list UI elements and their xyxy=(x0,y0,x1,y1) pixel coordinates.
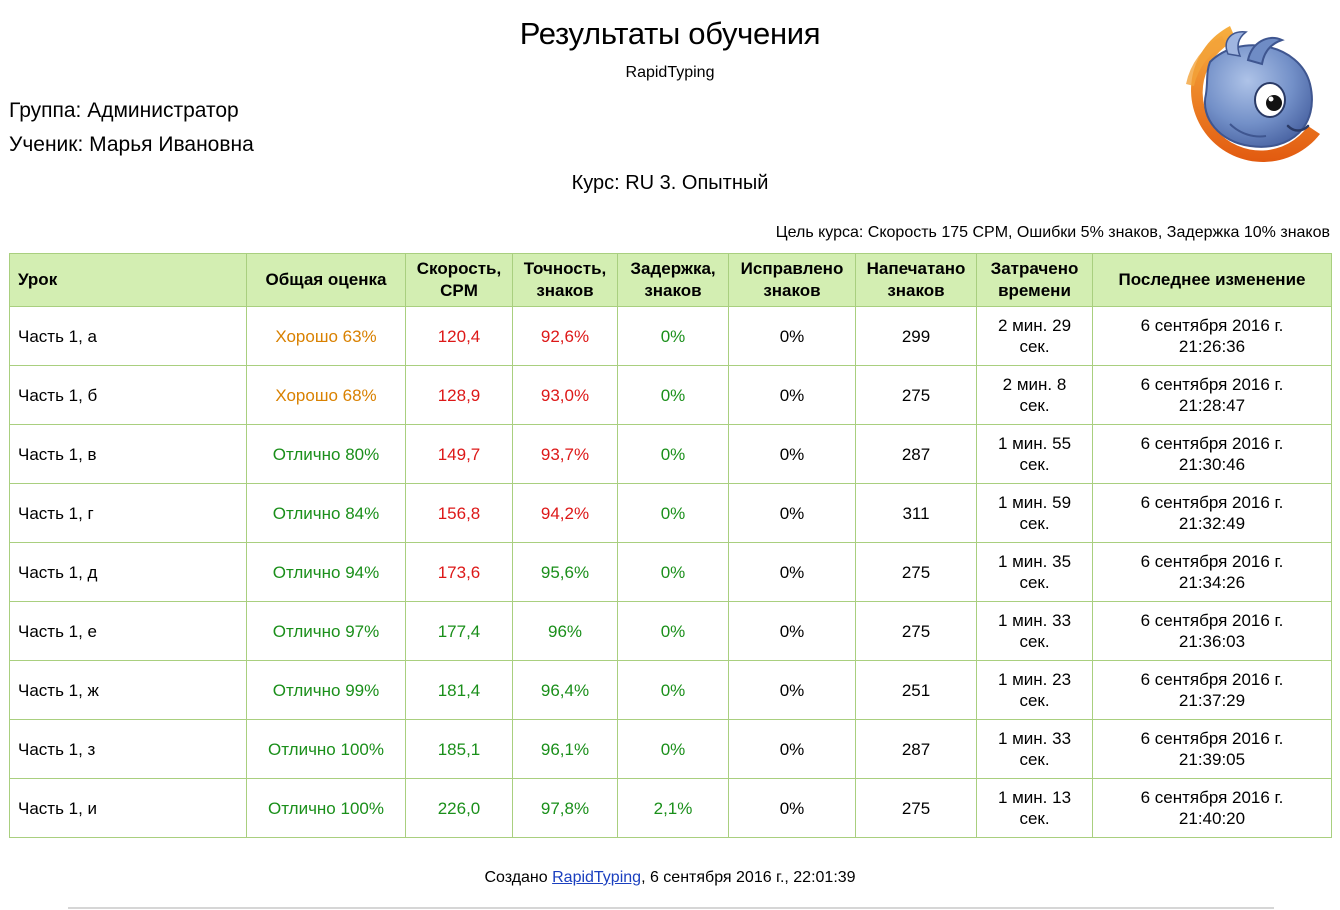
cell-speed: 128,9 xyxy=(406,366,513,425)
cell-lesson: Часть 1, е xyxy=(10,602,247,661)
col-header-time[interactable]: Затрачено времени xyxy=(977,254,1093,307)
cell-accuracy: 92,6% xyxy=(513,307,618,366)
cell-speed: 185,1 xyxy=(406,720,513,779)
cell-time: 1 мин. 59 сек. xyxy=(977,484,1093,543)
col-header-corrected[interactable]: Исправлено знаков xyxy=(729,254,856,307)
cell-accuracy: 96,1% xyxy=(513,720,618,779)
cell-typed: 287 xyxy=(856,720,977,779)
cell-modified: 6 сентября 2016 г. 21:37:29 xyxy=(1093,661,1332,720)
cell-modified: 6 сентября 2016 г. 21:28:47 xyxy=(1093,366,1332,425)
col-header-grade[interactable]: Общая оценка xyxy=(247,254,406,307)
cell-typed: 275 xyxy=(856,602,977,661)
cell-grade: Хорошо 68% xyxy=(247,366,406,425)
cell-corrected: 0% xyxy=(729,307,856,366)
cell-typed: 299 xyxy=(856,307,977,366)
cell-lesson: Часть 1, и xyxy=(10,779,247,838)
cell-accuracy: 97,8% xyxy=(513,779,618,838)
cell-corrected: 0% xyxy=(729,366,856,425)
cell-grade: Отлично 94% xyxy=(247,543,406,602)
table-row xyxy=(10,484,1332,543)
cell-speed: 181,4 xyxy=(406,661,513,720)
cell-grade: Отлично 100% xyxy=(247,720,406,779)
cell-typed: 287 xyxy=(856,425,977,484)
cell-delay: 0% xyxy=(618,720,729,779)
cell-lesson: Часть 1, з xyxy=(10,720,247,779)
cell-time: 2 мин. 29 сек. xyxy=(977,307,1093,366)
cell-delay: 0% xyxy=(618,661,729,720)
cell-delay: 0% xyxy=(618,366,729,425)
col-header-lesson[interactable]: Урок xyxy=(10,254,247,307)
col-header-delay[interactable]: Задержка, знаков xyxy=(618,254,729,307)
cell-lesson: Часть 1, ж xyxy=(10,661,247,720)
cell-accuracy: 93,0% xyxy=(513,366,618,425)
rapidtyping-link[interactable]: RapidTyping xyxy=(552,869,642,886)
cell-speed: 226,0 xyxy=(406,779,513,838)
cell-corrected: 0% xyxy=(729,661,856,720)
cell-typed: 275 xyxy=(856,366,977,425)
cell-lesson: Часть 1, г xyxy=(10,484,247,543)
cell-accuracy: 94,2% xyxy=(513,484,618,543)
cell-typed: 251 xyxy=(856,661,977,720)
cell-grade: Отлично 99% xyxy=(247,661,406,720)
cell-speed: 149,7 xyxy=(406,425,513,484)
results-table xyxy=(9,253,1332,838)
report-title: Результаты обучения xyxy=(519,16,821,51)
footer xyxy=(0,869,1340,887)
col-header-typed[interactable]: Напечатано знаков xyxy=(856,254,977,307)
cell-delay: 0% xyxy=(618,425,729,484)
cell-time: 1 мин. 55 сек. xyxy=(977,425,1093,484)
cell-grade: Отлично 100% xyxy=(247,779,406,838)
col-header-accuracy[interactable]: Точность, знаков xyxy=(513,254,618,307)
cell-delay: 0% xyxy=(618,307,729,366)
footer-suffix: , 6 сентября 2016 г., 22:01:39 xyxy=(641,869,856,886)
divider xyxy=(68,907,1274,909)
cell-accuracy: 96,4% xyxy=(513,661,618,720)
cell-time: 1 мин. 23 сек. xyxy=(977,661,1093,720)
cell-lesson: Часть 1, б xyxy=(10,366,247,425)
cell-accuracy: 95,6% xyxy=(513,543,618,602)
student-label: Ученик: Марья Ивановна xyxy=(9,133,254,156)
cell-accuracy: 93,7% xyxy=(513,425,618,484)
cell-speed: 177,4 xyxy=(406,602,513,661)
course-label: Курс: RU 3. Опытный xyxy=(571,172,769,194)
cell-grade: Отлично 84% xyxy=(247,484,406,543)
cell-delay: 0% xyxy=(618,484,729,543)
col-header-speed[interactable]: Скорость, CPM xyxy=(406,254,513,307)
cell-speed: 173,6 xyxy=(406,543,513,602)
cell-modified: 6 сентября 2016 г. 21:40:20 xyxy=(1093,779,1332,838)
cell-typed: 275 xyxy=(856,779,977,838)
cell-typed: 311 xyxy=(856,484,977,543)
cell-modified: 6 сентября 2016 г. 21:34:26 xyxy=(1093,543,1332,602)
footer-prefix: Создано xyxy=(484,869,553,886)
table-row xyxy=(10,543,1332,602)
table-row xyxy=(10,720,1332,779)
group-label: Группа: Администратор xyxy=(9,99,239,122)
cell-corrected: 0% xyxy=(729,425,856,484)
cell-time: 1 мин. 35 сек. xyxy=(977,543,1093,602)
cell-grade: Хорошо 63% xyxy=(247,307,406,366)
cell-modified: 6 сентября 2016 г. 21:36:03 xyxy=(1093,602,1332,661)
cell-modified: 6 сентября 2016 г. 21:32:49 xyxy=(1093,484,1332,543)
col-header-modified[interactable]: Последнее изменение xyxy=(1093,254,1332,307)
cell-lesson: Часть 1, а xyxy=(10,307,247,366)
cell-time: 1 мин. 13 сек. xyxy=(977,779,1093,838)
cell-typed: 275 xyxy=(856,543,977,602)
cell-grade: Отлично 80% xyxy=(247,425,406,484)
cell-modified: 6 сентября 2016 г. 21:26:36 xyxy=(1093,307,1332,366)
cell-time: 1 мин. 33 сек. xyxy=(977,602,1093,661)
table-row xyxy=(10,366,1332,425)
cell-delay: 0% xyxy=(618,543,729,602)
cell-corrected: 0% xyxy=(729,484,856,543)
app-subtitle: RapidTyping xyxy=(625,64,715,81)
cell-time: 1 мин. 33 сек. xyxy=(977,720,1093,779)
cell-modified: 6 сентября 2016 г. 21:39:05 xyxy=(1093,720,1332,779)
table-row xyxy=(10,779,1332,838)
cell-speed: 156,8 xyxy=(406,484,513,543)
table-row xyxy=(10,425,1332,484)
table-header-row xyxy=(10,254,1332,307)
table-row xyxy=(10,661,1332,720)
cell-lesson: Часть 1, д xyxy=(10,543,247,602)
cell-delay: 0% xyxy=(618,602,729,661)
cell-corrected: 0% xyxy=(729,602,856,661)
cell-time: 2 мин. 8 сек. xyxy=(977,366,1093,425)
cell-lesson: Часть 1, в xyxy=(10,425,247,484)
table-row xyxy=(10,307,1332,366)
cell-delay: 2,1% xyxy=(618,779,729,838)
cell-grade: Отлично 97% xyxy=(247,602,406,661)
cell-accuracy: 96% xyxy=(513,602,618,661)
rapidtyping-logo-icon xyxy=(1170,14,1330,174)
cell-corrected: 0% xyxy=(729,779,856,838)
cell-corrected: 0% xyxy=(729,720,856,779)
cell-modified: 6 сентября 2016 г. 21:30:46 xyxy=(1093,425,1332,484)
course-goal: Цель курса: Скорость 175 CPM, Ошибки 5% знаков, Задержка 10% знаков xyxy=(775,224,1330,241)
table-row xyxy=(10,602,1332,661)
cell-speed: 120,4 xyxy=(406,307,513,366)
cell-corrected: 0% xyxy=(729,543,856,602)
